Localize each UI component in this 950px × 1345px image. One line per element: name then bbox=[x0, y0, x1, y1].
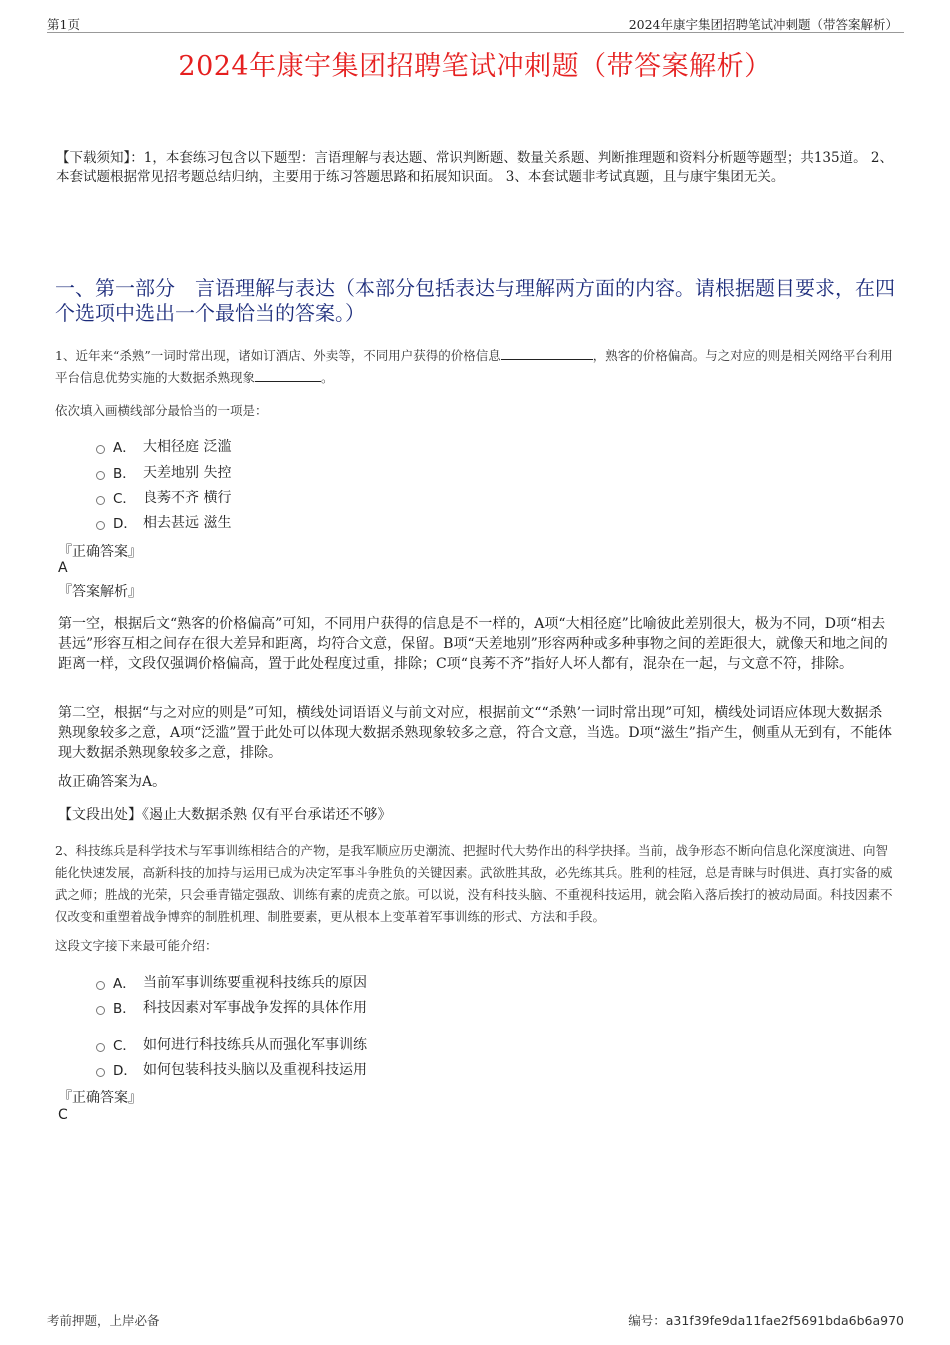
section-heading: 一、第一部分 言语理解与表达（本部分包括表达与理解两方面的内容。请根据题目要求，在四个选项中选出一个最恰当的答案。） bbox=[55, 276, 895, 325]
q1-analysis-para-2: 第二空，根据“与之对应的则是”可知，横线处词语语义与前文对应，根据前文““杀熟’一词时常出现”可知，横线处词语应体现大数据杀熟现象较多之意，A项“泛滥”置于此处可以体现大数据杀熟现象较多之意，符合文意，当选。D项“滋生”指产生，侧重从无到有，不能体现大数据杀熟现象较多之意，排除。 bbox=[58, 705, 892, 761]
q1-answer: A bbox=[58, 560, 68, 576]
download-notice: 【下载须知】：1，本套练习包含以下题型：言语理解与表达题、常识判断题、数量关系题、判断推理题和资料分析题等题型；共135道。 2、本套试题根据常见招考题总结归纳，主要用于练习答题思路和拓展知识面。 3、本套试题非考试真题，且与康宇集团无关。 bbox=[56, 150, 893, 185]
header-doc-title: 2024年康宇集团招聘笔试冲刺题（带答案解析） bbox=[628, 17, 898, 32]
radio-icon[interactable] bbox=[96, 1006, 105, 1015]
q2-answer: C bbox=[58, 1107, 68, 1123]
q1-answer-label: 『正确答案』 bbox=[58, 544, 142, 560]
footer-serial: 编号：a31f39fe9da11fae2f5691bda6b6a970 bbox=[628, 1313, 904, 1328]
q2-answer-label: 『正确答案』 bbox=[58, 1090, 142, 1106]
page-number: 第1页 bbox=[47, 17, 80, 32]
q2-option-d[interactable]: D． 如何包装科技头脑以及重视科技运用 bbox=[96, 1059, 367, 1079]
q1-text-b: ，熟客的价格偏高。与之对应的则是相关网络平台利用平台信息优势实施的大数据杀熟现象 bbox=[55, 348, 893, 385]
radio-icon[interactable] bbox=[96, 1068, 105, 1077]
q1-analysis-label: 『答案解析』 bbox=[58, 584, 142, 600]
radio-icon[interactable] bbox=[96, 521, 105, 530]
radio-icon[interactable] bbox=[96, 471, 105, 480]
q2-option-b[interactable]: B． 科技因素对军事战争发挥的具体作用 bbox=[96, 997, 367, 1017]
q1-text-c: 。 bbox=[321, 370, 334, 385]
page-header bbox=[47, 14, 904, 33]
q1-text-a: 1、近年来“杀熟”一词时常出现，诸如订酒店、外卖等，不同用户获得的价格信息 bbox=[55, 348, 501, 363]
q1-blank-1 bbox=[501, 346, 593, 360]
q2-prompt: 这段文字接下来最可能介绍： bbox=[55, 938, 218, 953]
q1-option-c[interactable]: C． 良莠不齐 横行 bbox=[96, 487, 231, 507]
document-title: 2024年康宇集团招聘笔试冲刺题（带答案解析） bbox=[178, 51, 772, 82]
radio-icon[interactable] bbox=[96, 1043, 105, 1052]
q1-option-b[interactable]: B． 天差地别 失控 bbox=[96, 462, 231, 482]
q1-prompt: 依次填入画横线部分最恰当的一项是： bbox=[55, 403, 268, 418]
q2-option-c[interactable]: C． 如何进行科技练兵从而强化军事训练 bbox=[96, 1034, 367, 1054]
q1-source: 【文段出处】《遏止大数据杀熟 仅有平台承诺还不够》 bbox=[58, 807, 392, 823]
q1-option-a[interactable]: A． 大相径庭 泛滥 bbox=[96, 436, 231, 456]
q1-analysis-conclusion: 故正确答案为A。 bbox=[58, 774, 167, 790]
q1-blank-2 bbox=[255, 368, 321, 382]
question-2-stem: 2、科技练兵是科学技术与军事训练相结合的产物，是我军顺应历史潮流、把握时代大势作出的科学抉择。当前，战争形态不断向信息化深度演进、向智能化快速发展，高新科技的加持与运用已成为决定军事斗争胜负的关键因素。武欲胜其敌，必先练其兵。胜利的桂冠，总是青睐与时俱进、真打实备的威武之师；胜战的光荣，只会垂青锚定强敌、训练有素的虎贲之旅。可以说，没有科技头脑、不重视科技运用，就会陷入落后挨打的被动局面。科技因素不仅改变和重塑着战争博弈的制胜机理、制胜要素，更从根本上变革着军事训练的形式、方法和手段。 bbox=[55, 843, 893, 924]
q1-analysis-para-1: 第一空，根据后文“熟客的价格偏高”可知，不同用户获得的信息是不一样的，A项“大相径庭”比喻彼此差别很大，极为不同，D项“相去甚远”形容互相之间存在很大差异和距离，均符合文意，保留。B项“天差地别”形容两种或多种事物之间的差距很大，就像天和地之间的距离一样，文段仅强调价格偏高，置于此处程度过重，排除；C项“良莠不齐”指好人坏人都有，混杂在一起，与文意不符，排除。 bbox=[58, 616, 888, 672]
footer-slogan: 考前押题，上岸必备 bbox=[47, 1313, 160, 1328]
q2-option-a[interactable]: A． 当前军事训练要重视科技练兵的原因 bbox=[96, 972, 367, 992]
radio-icon[interactable] bbox=[96, 981, 105, 990]
radio-icon[interactable] bbox=[96, 496, 105, 505]
radio-icon[interactable] bbox=[96, 445, 105, 454]
q1-option-d[interactable]: D． 相去甚远 滋生 bbox=[96, 512, 231, 532]
question-1-stem bbox=[55, 345, 897, 389]
